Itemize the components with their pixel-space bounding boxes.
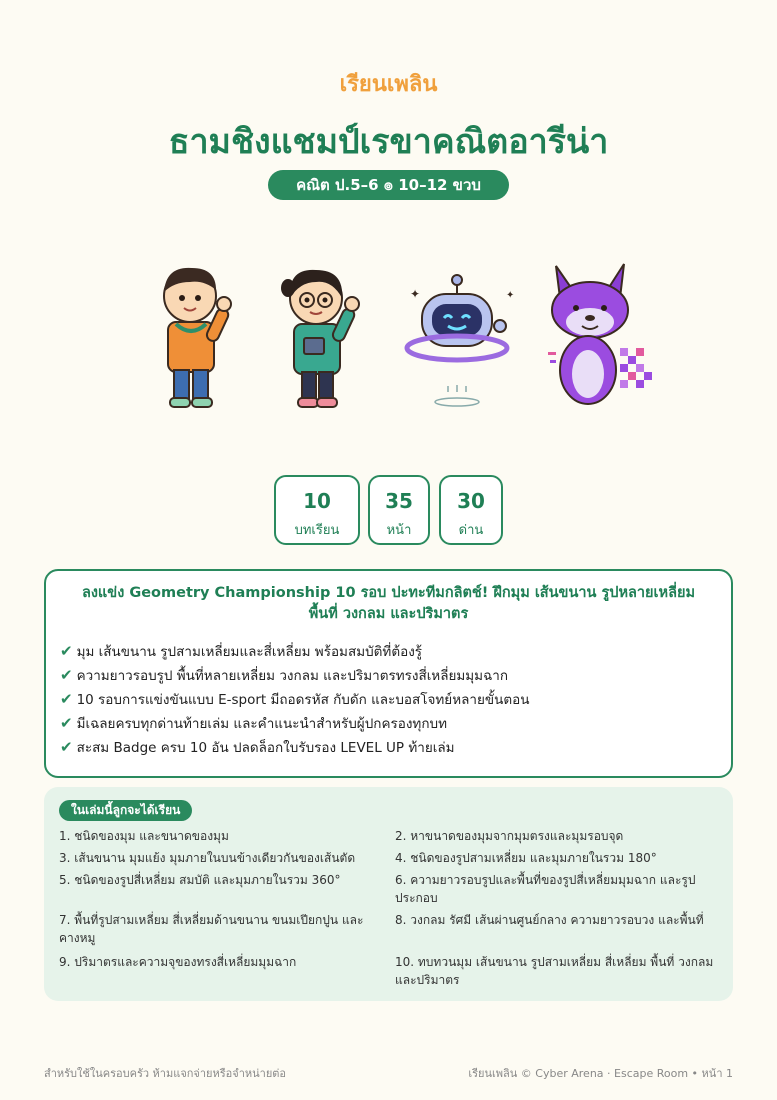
girl-character xyxy=(276,258,368,410)
topic-item: 10. ทบทวนมุม เส้นขนาน รูปสามเหลี่ยม สี่เหลี่ยม พื้นที่ วงกลม และปริมาตร xyxy=(395,955,714,987)
learning-topics-tag: ในเล่มนี้ลูกจะได้เรียน xyxy=(59,800,192,821)
feature-item xyxy=(60,687,529,711)
topic-item: 5. ชนิดของรูปสี่เหลี่ยม สมบัติ และมุมภายในรวม 360° xyxy=(59,873,341,887)
robot-character xyxy=(402,258,520,410)
topic-item: 6. ความยาวรอบรูปและพื้นที่ของรูปสี่เหลี่ยมมุมฉาก และรูปประกอบ xyxy=(395,873,696,905)
check-icon: ✔ xyxy=(60,738,73,756)
feature-item xyxy=(60,639,529,663)
fox-character xyxy=(544,258,664,410)
feature-text: 10 รอบการแข่งขันแบบ E-sport มีถอดรหัส กับดัก และบอสโจทย์หลายขั้นตอน xyxy=(76,692,530,708)
footer-page-info: เรียนเพลิน © Cyber Arena · Escape Room • หน้า 1 xyxy=(468,1067,733,1080)
check-icon: ✔ xyxy=(60,690,73,708)
stat-levels xyxy=(439,475,503,545)
book-title: ธามชิงแชมป์เรขาคณิตอารีน่า xyxy=(168,122,609,162)
feature-text: สะสม Badge ครบ 10 อัน ปลดล็อกใบรับรอง LEVEL UP ท้ายเล่ม xyxy=(76,740,455,756)
feature-text: ความยาวรอบรูป พื้นที่หลายเหลี่ยม วงกลม และปริมาตรทรงสี่เหลี่ยมมุมฉาก xyxy=(76,668,509,684)
learning-topics-box xyxy=(44,787,733,1001)
topic-item: 3. เส้นขนาน มุมแย้ง มุมภายในบนข้างเดียวกันของเส้นตัด xyxy=(59,851,356,865)
feature-list xyxy=(60,639,529,759)
topic-item: 2. หาขนาดของมุมจากมุมตรงและมุมรอบจุด xyxy=(395,829,624,843)
stat-label: หน้า xyxy=(386,523,412,538)
topic-item: 8. วงกลม รัศมี เส้นผ่านศูนย์กลาง ความยาวรอบวง และพื้นที่ xyxy=(395,913,704,927)
stat-value: 10 xyxy=(303,489,331,513)
boy-character xyxy=(154,258,234,410)
svg-text:✦: ✦ xyxy=(506,290,515,301)
check-icon: ✔ xyxy=(60,666,73,684)
feature-text: มุม เส้นขนาน รูปสามเหลี่ยมและสี่เหลี่ยม พร้อมสมบัติที่ต้องรู้ xyxy=(76,644,423,660)
stat-lessons xyxy=(274,475,360,545)
feature-item xyxy=(60,735,529,759)
feature-item xyxy=(60,663,529,687)
character-illustrations xyxy=(140,258,670,418)
stat-pages xyxy=(368,475,430,545)
feature-text: มีเฉลยครบทุกด่านท้ายเล่ม และคำแนะนำสำหรับผู้ปกครองทุกบท xyxy=(76,716,447,732)
topic-item: 4. ชนิดของรูปสามเหลี่ยม และมุมภายในรวม 180° xyxy=(395,851,657,865)
stat-label: ด่าน xyxy=(458,523,484,538)
brand-name: เรียนเพลิน xyxy=(339,72,438,97)
feature-item xyxy=(60,711,529,735)
topic-item: 7. พื้นที่รูปสามเหลี่ยม สี่เหลี่ยมด้านขนาน ขนมเปียกปูน และคางหมู xyxy=(59,913,364,945)
topic-item: 1. ชนิดของมุม และขนาดของมุม xyxy=(59,829,229,843)
check-icon: ✔ xyxy=(60,714,73,732)
grade-badge: คณิต ป.5–6 ๏ 10–12 ขวบ xyxy=(268,170,509,200)
stat-label: บทเรียน xyxy=(294,523,340,538)
check-icon: ✔ xyxy=(60,642,73,660)
svg-text:✦: ✦ xyxy=(410,287,421,301)
promo-box xyxy=(44,569,733,778)
promo-headline: ลงแข่ง Geometry Championship 10 รอบ ปะทะทีมกลิตช์! ฝึกมุม เส้นขนาน รูปหลายเหลี่ยม พื้นที่ วงกลม และปริมาตร xyxy=(81,585,696,622)
stat-value: 30 xyxy=(457,489,485,513)
stat-value: 35 xyxy=(385,489,413,513)
footer-license: สำหรับใช้ในครอบครัว ห้ามแจกจ่ายหรือจำหน่ายต่อ xyxy=(44,1067,287,1080)
topic-item: 9. ปริมาตรและความจุของทรงสี่เหลี่ยมมุมฉาก xyxy=(59,955,297,969)
